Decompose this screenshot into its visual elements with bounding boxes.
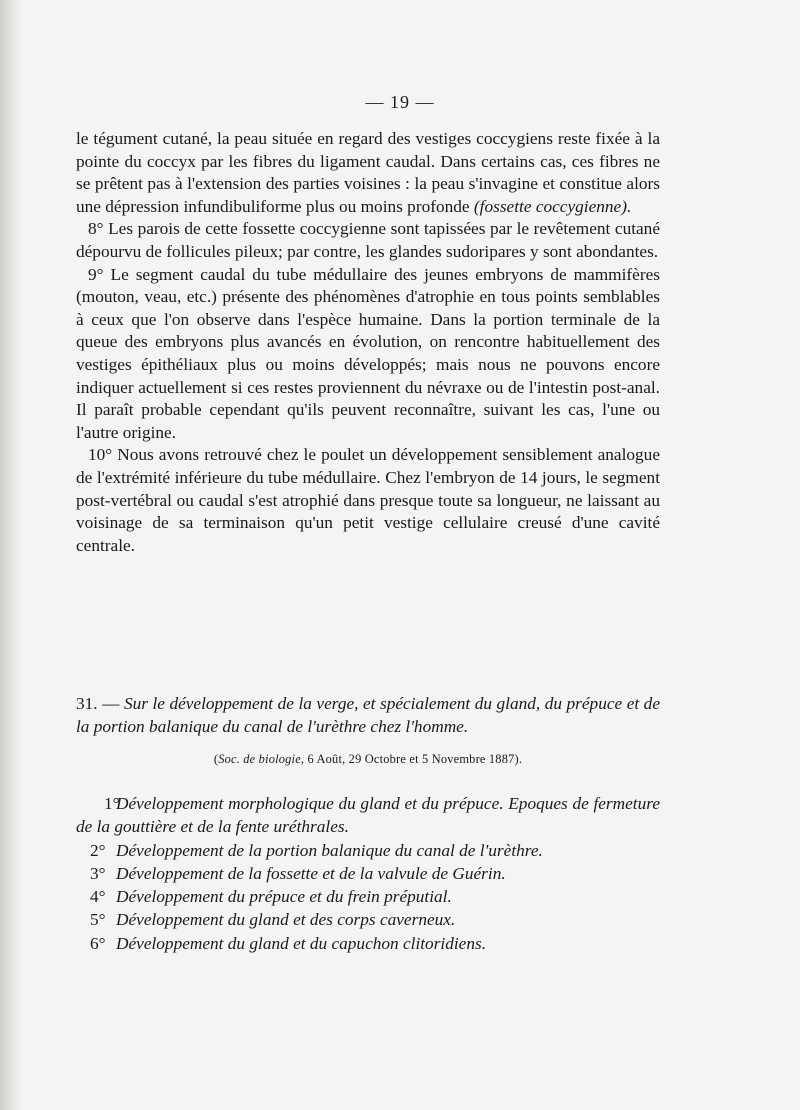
topic-item <box>76 908 660 931</box>
topic-number: 1° <box>104 794 120 813</box>
page-number: — 19 — <box>365 92 435 112</box>
topic-number: 4° <box>90 887 106 907</box>
paragraph-10: 10° Nous avons retrouvé chez le poulet un développement sensiblement analogue de l'extrémité inférieure du tube médullaire. Chez l'embryon de 14 jours, le segment post-vertébral ou caudal s'est atrophié dans presque toute sa longueur, ne laissant au voisinage de sa terminaison qu'un petit vestige cellulaire creusé d'une cavité centrale. <box>76 445 660 555</box>
paragraph-text: le tégument cutané, la peau située en regard des vestiges coccygiens reste fixée à la pointe du coccyx par les fibres du ligament caudal. Dans certains cas, ces fibres ne se prêtent pas à l'extension des parties voisines : la peau s'invagine et constitue alors une dépression infundibuliforme plus ou moins profonde <box>76 129 660 216</box>
paragraph-8: 8° Les parois de cette fossette coccygienne sont tapissées par le revêtement cutané dépourvu de follicules pileux; par contre, les glandes sudoripares y sont abondantes. <box>76 219 660 261</box>
article-heading <box>76 692 660 738</box>
topic-item <box>76 792 660 839</box>
topic-list <box>76 792 660 955</box>
topic-text: Développement morphologique du gland et du prépuce. Epoques de fermeture de la gouttière et de la fente uréthrales. <box>76 794 660 837</box>
topic-text: Développement du gland et des corps caverneux. <box>116 910 456 930</box>
paragraph-9: 9° Le segment caudal du tube médullaire des jeunes embryons de mammifères (mouton, veau, etc.) présente des phénomènes d'atrophie en tous points semblables à ceux que l'on observe dans l'espèce humaine. Dans la portion terminale de la queue des embryons plus avancés en évolution, on rencontre habituellement des vestiges épithéliaux plus ou moins développés; mais nous ne pouvons encore indiquer actuellement si ces restes proviennent du névraxe ou de l'intestin post-anal. Il paraît probable cependant qu'ils peuvent reconnaître, suivant les cas, l'une ou l'autre origine. <box>76 264 660 442</box>
topic-text: Développement de la fossette et de la valvule de Guérin. <box>116 863 506 883</box>
page-spine-shadow <box>0 0 24 1110</box>
topic-number: 3° <box>90 863 106 883</box>
citation-source: Soc. de biologie, <box>218 752 305 766</box>
topic-text: Développement du gland et du capuchon clitoridiens. <box>116 933 487 953</box>
topic-item <box>76 885 660 908</box>
topic-text: Développement de la portion balanique du canal de l'urèthre. <box>116 840 543 860</box>
body-text <box>76 128 660 557</box>
italic-term: (fossette coccygienne). <box>473 196 632 216</box>
citation: (Soc. de biologie, 6 Août, 29 Octobre et 5 Novembre 1887). <box>213 752 523 766</box>
article-number: 31. — <box>76 694 120 713</box>
topic-item <box>76 839 660 862</box>
topic-item <box>76 862 660 885</box>
topic-number: 5° <box>90 910 106 930</box>
article-title: Sur le développement de la verge, et spécialement du gland, du prépuce et de la portion balanique du canal de l'urèthre chez l'homme. <box>76 694 660 736</box>
topic-text: Développement du prépuce et du frein préputial. <box>116 887 452 907</box>
topic-item <box>76 932 660 955</box>
topic-number: 6° <box>90 933 106 953</box>
citation-dates: 6 Août, 29 Octobre et 5 Novembre 1887 <box>307 752 515 766</box>
paragraph-continuation <box>76 128 660 218</box>
topic-number: 2° <box>90 840 106 860</box>
